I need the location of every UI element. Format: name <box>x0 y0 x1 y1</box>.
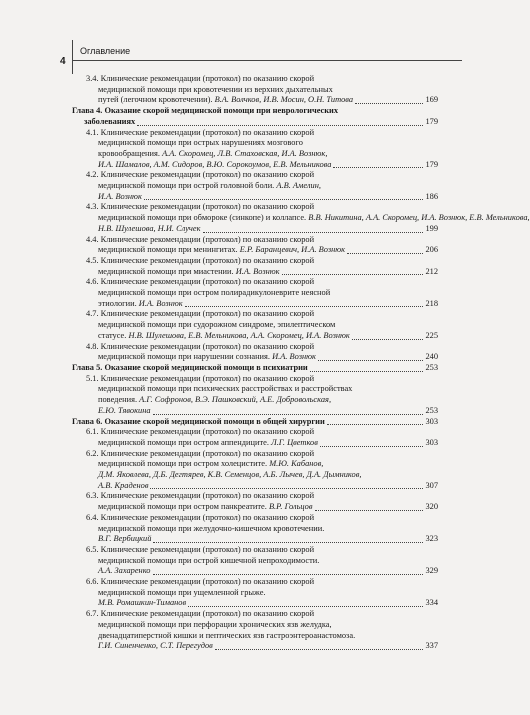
toc-entry-line <box>72 128 438 139</box>
toc-entry-text: медицинской помощи при нарушении сознания. <box>98 352 270 362</box>
toc-entry-line <box>72 149 438 160</box>
toc-entry-tail <box>98 598 186 609</box>
dot-leader <box>355 103 423 104</box>
toc-page-number[interactable]: 179 <box>425 159 438 169</box>
toc-page-number[interactable]: 206 <box>425 245 438 255</box>
dot-leader <box>153 542 423 543</box>
dot-leader <box>320 446 424 447</box>
toc-entry-line <box>72 202 438 213</box>
toc-entry-authors: И.А. Вознюк <box>235 266 280 276</box>
dot-leader <box>185 306 424 307</box>
toc-entry-text: 4.5. Клинические рекомендации (протокол) по оказанию скорой <box>86 255 315 265</box>
toc-entry-authors: В.А. Волчков, И.В. Мосин, О.Н. Титова <box>214 95 354 105</box>
toc-page-number[interactable]: 218 <box>425 298 438 308</box>
dot-leader <box>318 360 423 361</box>
dot-leader <box>333 167 423 168</box>
toc-entry-text: 4.8. Клинические рекомендации (протокол) по оказанию скорой <box>86 341 315 351</box>
toc-entry-authors: А.В. Краденов <box>98 480 149 490</box>
header-horizontal-rule <box>72 60 462 61</box>
toc-entry-tail <box>98 641 213 652</box>
toc-entry-line <box>72 106 438 117</box>
toc-entry-last-line <box>72 224 438 235</box>
toc-entry-text: медицинской помощи при остром холецистите. <box>98 459 268 469</box>
toc-entry-last-line <box>72 267 438 278</box>
toc-section-entry <box>72 235 438 256</box>
toc-entry-last-line <box>72 641 438 652</box>
toc-chapter-entry <box>72 417 438 428</box>
toc-entry-text: двенадцатиперстной кишки и пептических язв гастроэнтероанастомоза. <box>98 630 356 640</box>
toc-entry-tail <box>98 95 353 106</box>
toc-entry-authors: А.Г. Софронов, В.Э. Пашковский, А.Е. Добровольская, <box>139 395 332 405</box>
toc-entry-authors: Л.Г. Цветков <box>271 437 318 447</box>
toc-section-entry <box>72 128 438 171</box>
toc-entry-last-line <box>72 352 438 363</box>
toc-entry-last-line <box>72 192 438 203</box>
toc-page-number[interactable]: 240 <box>425 352 438 362</box>
toc-section-entry <box>72 374 438 417</box>
toc-entry-text: медицинской помощи при обмороке (синкопе) и коллапсе. <box>98 213 307 223</box>
toc-entry-line <box>72 631 438 642</box>
toc-entry-text: 6.5. Клинические рекомендации (протокол) по оказанию скорой <box>86 544 315 554</box>
toc-entry-line <box>72 342 438 353</box>
table-of-contents <box>72 74 530 652</box>
toc-entry-line <box>72 277 438 288</box>
toc-entry-line <box>72 138 438 149</box>
toc-entry-last-line <box>72 363 438 374</box>
toc-section-entry <box>72 342 438 363</box>
toc-entry-last-line <box>72 245 438 256</box>
toc-entry-line <box>72 524 438 535</box>
toc-entry-line <box>72 374 438 385</box>
toc-entry-tail <box>98 406 151 417</box>
toc-entry-authors: В.В. Никитина, А.А. Скоромец, И.А. Вознюк, Е.В. Мельникова, <box>308 213 530 223</box>
toc-entry-text: заболеваниях <box>84 116 136 126</box>
toc-entry-last-line <box>72 417 438 428</box>
toc-entry-text: 4.4. Клинические рекомендации (протокол) по оказанию скорой <box>86 234 315 244</box>
toc-entry-text: Глава 5. Оказание скорой медицинской помощи в психиатрии <box>72 362 308 372</box>
toc-section-entry <box>72 309 438 341</box>
toc-entry-last-line <box>72 438 438 449</box>
toc-entry-text: медицинской помощи при ущемленной грыже. <box>98 587 266 597</box>
toc-entry-text: кровообращения. <box>98 148 160 158</box>
toc-entry-authors: В.Р. Гольцов <box>268 502 313 512</box>
dot-leader <box>310 371 424 372</box>
toc-page-number[interactable]: 323 <box>425 534 438 544</box>
toc-entry-text: медицинской помощи при остром панкреатите. <box>98 502 267 512</box>
toc-entry-text: 4.7. Клинические рекомендации (протокол) по оказанию скорой <box>86 309 315 319</box>
toc-entry-text: медицинской помощи при психических расстройствах и расстройствах <box>98 384 353 394</box>
toc-entry-line <box>72 427 438 438</box>
toc-entry-text: медицинской помощи при острой кишечной непроходимости. <box>98 555 320 565</box>
toc-entry-text: 6.7. Клинические рекомендации (протокол) по оказанию скорой <box>86 609 315 619</box>
toc-entry-last-line <box>72 117 438 128</box>
toc-entry-text: медицинской помощи при острых нарушениях мозгового <box>98 138 303 148</box>
toc-page-number[interactable]: 320 <box>425 502 438 512</box>
toc-entry-authors: Н.В. Шулешова, Е.В. Мельникова, А.А. Скоромец, И.А. Вознюк <box>128 330 350 340</box>
toc-entry-tail <box>98 352 316 363</box>
toc-entry-text: Глава 6. Оказание скорой медицинской помощи в общей хирургии <box>72 416 325 426</box>
toc-entry-authors: Е.Ю. Тявокина <box>98 405 151 415</box>
toc-entry-text: медицинской помощи при острой головной боли. <box>98 181 275 191</box>
toc-entry-tail <box>98 438 318 449</box>
dot-leader <box>282 274 424 275</box>
dot-leader <box>144 199 424 200</box>
toc-page-number[interactable]: 253 <box>425 362 438 372</box>
toc-section-entry <box>72 277 438 309</box>
dot-leader <box>327 424 424 425</box>
toc-entry-last-line <box>72 534 438 545</box>
toc-section-entry <box>72 74 438 106</box>
toc-entry-authors: А.А. Скоромец, Л.В. Стаховская, И.А. Вознюк, <box>162 148 328 158</box>
toc-entry-authors: Е.Р. Баранцевич, И.А. Вознюк <box>239 245 346 255</box>
toc-entry-line <box>72 459 438 470</box>
dot-leader <box>153 414 424 415</box>
toc-section-entry <box>72 256 438 277</box>
toc-chapter-entry <box>72 363 438 374</box>
toc-entry-authors: Г.И. Синенченко, С.Т. Перегудов <box>98 641 213 651</box>
dot-leader <box>352 339 424 340</box>
toc-section-entry <box>72 609 438 652</box>
toc-entry-last-line <box>72 299 438 310</box>
toc-entry-text: 3.4. Клинические рекомендации (протокол) по оказанию скорой <box>86 74 315 83</box>
toc-page-number[interactable]: 303 <box>425 416 438 426</box>
toc-entry-line <box>72 620 438 631</box>
toc-section-entry <box>72 545 438 577</box>
toc-page-number[interactable]: 225 <box>425 330 438 340</box>
toc-entry-text: Глава 4. Оказание скорой медицинской помощи при неврологических <box>72 106 339 116</box>
toc-entry-line <box>72 449 438 460</box>
toc-page-number[interactable]: 307 <box>425 480 438 490</box>
toc-entry-text: поведения. <box>98 395 138 405</box>
toc-entry-text: 6.6. Клинические рекомендации (протокол) по оказанию скорой <box>86 577 315 587</box>
toc-section-entry <box>72 427 438 448</box>
toc-entry-line <box>72 577 438 588</box>
toc-entry-last-line <box>72 160 438 171</box>
toc-section-entry <box>72 491 438 512</box>
toc-entry-tail <box>72 417 325 428</box>
toc-page-number[interactable]: 212 <box>425 266 438 276</box>
header-vertical-rule <box>72 40 73 74</box>
toc-page-number[interactable]: 329 <box>425 566 438 576</box>
toc-chapter-entry <box>72 106 438 127</box>
dot-leader <box>315 510 424 511</box>
toc-entry-text: 6.4. Клинические рекомендации (протокол) по оказанию скорой <box>86 512 315 522</box>
toc-entry-text: статусе. <box>98 330 127 340</box>
toc-page-number[interactable]: 334 <box>425 598 438 608</box>
toc-entry-tail <box>98 331 350 342</box>
toc-entry-text: медицинской помощи при желудочно-кишечном кровотечении. <box>98 523 325 533</box>
toc-entry-last-line <box>72 95 438 106</box>
toc-entry-line <box>72 170 438 181</box>
toc-entry-tail <box>98 160 331 171</box>
toc-entry-authors: Н.В. Шулешова, Н.И. Случек <box>98 223 201 233</box>
toc-entry-authors: М.В. Ромашкин-Тиманов <box>98 598 187 608</box>
toc-entry-last-line <box>72 406 438 417</box>
toc-entry-line <box>72 213 530 224</box>
toc-entry-line <box>72 545 438 556</box>
toc-entry-line <box>72 288 438 299</box>
toc-entry-tail <box>72 363 308 374</box>
toc-entry-line <box>72 74 438 85</box>
toc-section-entry <box>72 513 438 545</box>
toc-entry-line <box>72 395 438 406</box>
toc-entry-tail <box>98 224 201 235</box>
toc-entry-last-line <box>72 481 438 492</box>
toc-entry-text: медицинской помощи при миастении. <box>98 266 234 276</box>
toc-entry-authors: В.Г. Вербицкий <box>98 534 152 544</box>
dot-leader <box>203 232 424 233</box>
toc-entry-text: 6.3. Клинические рекомендации (протокол) по оказанию скорой <box>86 491 315 501</box>
toc-entry-tail <box>84 117 135 128</box>
toc-section-entry <box>72 577 438 609</box>
toc-entry-line <box>72 85 438 96</box>
toc-entry-text: 4.2. Клинические рекомендации (протокол) по оказанию скорой <box>86 170 315 180</box>
toc-entry-text: медицинской помощи при остром аппендиците. <box>98 437 269 447</box>
toc-section-entry <box>72 202 530 234</box>
toc-entry-text: 5.1. Клинические рекомендации (протокол) по оказанию скорой <box>86 373 315 383</box>
toc-entry-authors: И.А. Вознюк <box>272 352 316 362</box>
toc-entry-line <box>72 470 438 481</box>
toc-entry-last-line <box>72 566 438 577</box>
toc-entry-authors: М.Ю. Кабанов, <box>269 459 324 469</box>
toc-entry-last-line <box>72 502 438 513</box>
toc-page-number[interactable]: 199 <box>425 223 438 233</box>
toc-entry-tail <box>98 534 151 545</box>
dot-leader <box>150 488 423 489</box>
toc-entry-authors: И.А. Вознюк <box>138 298 183 308</box>
toc-entry-line <box>72 320 438 331</box>
toc-entry-last-line <box>72 331 438 342</box>
toc-entry-line <box>72 556 438 567</box>
toc-page-number[interactable]: 337 <box>425 641 438 651</box>
toc-entry-tail <box>98 566 151 577</box>
page-number: 4 <box>60 56 66 67</box>
dot-leader <box>215 649 424 650</box>
toc-entry-text: 4.1. Клинические рекомендации (протокол) по оказанию скорой <box>86 127 315 137</box>
toc-entry-last-line <box>72 598 438 609</box>
toc-entry-line <box>72 309 438 320</box>
toc-entry-text: Д.М. Яковлева, Д.Б. Дегтярев, К.В. Семенцов, А.Б. Лычев, Д.А. Дымников, <box>98 470 362 480</box>
toc-entry-line <box>72 588 438 599</box>
toc-entry-line <box>72 384 438 395</box>
toc-section-entry <box>72 449 438 492</box>
toc-entry-text: медицинской помощи при перфорации хронических язв желудка, <box>98 619 332 629</box>
toc-page-number[interactable]: 179 <box>425 116 438 126</box>
toc-entry-tail <box>98 299 183 310</box>
toc-entry-text: 4.3. Клинические рекомендации (протокол) по оказанию скорой <box>86 202 315 212</box>
toc-entry-text: медицинской помощи при остром полирадикулоневрите неясной <box>98 288 331 298</box>
dot-leader <box>153 574 424 575</box>
toc-entry-text: 6.1. Клинические рекомендации (протокол) по оказанию скорой <box>86 427 315 437</box>
toc-page-number[interactable]: 303 <box>425 437 438 447</box>
toc-page-number[interactable]: 169 <box>425 95 438 105</box>
toc-entry-line <box>72 609 438 620</box>
toc-entry-line <box>72 256 438 267</box>
dot-leader <box>137 125 423 126</box>
toc-entry-tail <box>98 192 142 203</box>
toc-entry-text: медицинской помощи при менингитах. <box>98 245 238 255</box>
toc-entry-line <box>72 491 438 502</box>
toc-entry-authors: А.А. Захаренко <box>98 566 151 576</box>
toc-entry-authors: И.А. Шамалов, А.М. Сидоров, В.Ю. Сорокоумов, Е.В. Мельникова <box>98 159 332 169</box>
toc-page-number[interactable]: 186 <box>425 191 438 201</box>
dot-leader <box>188 606 423 607</box>
toc-entry-tail <box>98 267 280 278</box>
dot-leader <box>347 253 423 254</box>
toc-entry-text: медицинской помощи при судорожном синдроме, эпилептическом <box>98 320 336 330</box>
toc-entry-line <box>72 513 438 524</box>
toc-entry-authors: И.А. Вознюк <box>98 191 142 201</box>
running-title: Оглавление <box>80 46 131 56</box>
toc-page-number[interactable]: 253 <box>425 405 438 415</box>
toc-entry-text: этиологии. <box>98 298 137 308</box>
toc-entry-line <box>72 235 438 246</box>
toc-entry-tail <box>98 481 148 492</box>
toc-section-entry <box>72 170 438 202</box>
toc-entry-text: 6.2. Клинические рекомендации (протокол) по оказанию скорой <box>86 448 315 458</box>
toc-entry-tail <box>98 245 345 256</box>
toc-entry-tail <box>98 502 313 513</box>
toc-entry-text: путей (легочном кровотечении). <box>98 95 213 105</box>
toc-entry-authors: А.В. Амелин, <box>276 181 321 191</box>
page-header <box>60 40 460 70</box>
toc-entry-line <box>72 181 438 192</box>
toc-entry-text: медицинской помощи при кровотечении из верхних дыхательных <box>98 84 333 94</box>
toc-entry-text: 4.6. Клинические рекомендации (протокол) по оказанию скорой <box>86 277 315 287</box>
